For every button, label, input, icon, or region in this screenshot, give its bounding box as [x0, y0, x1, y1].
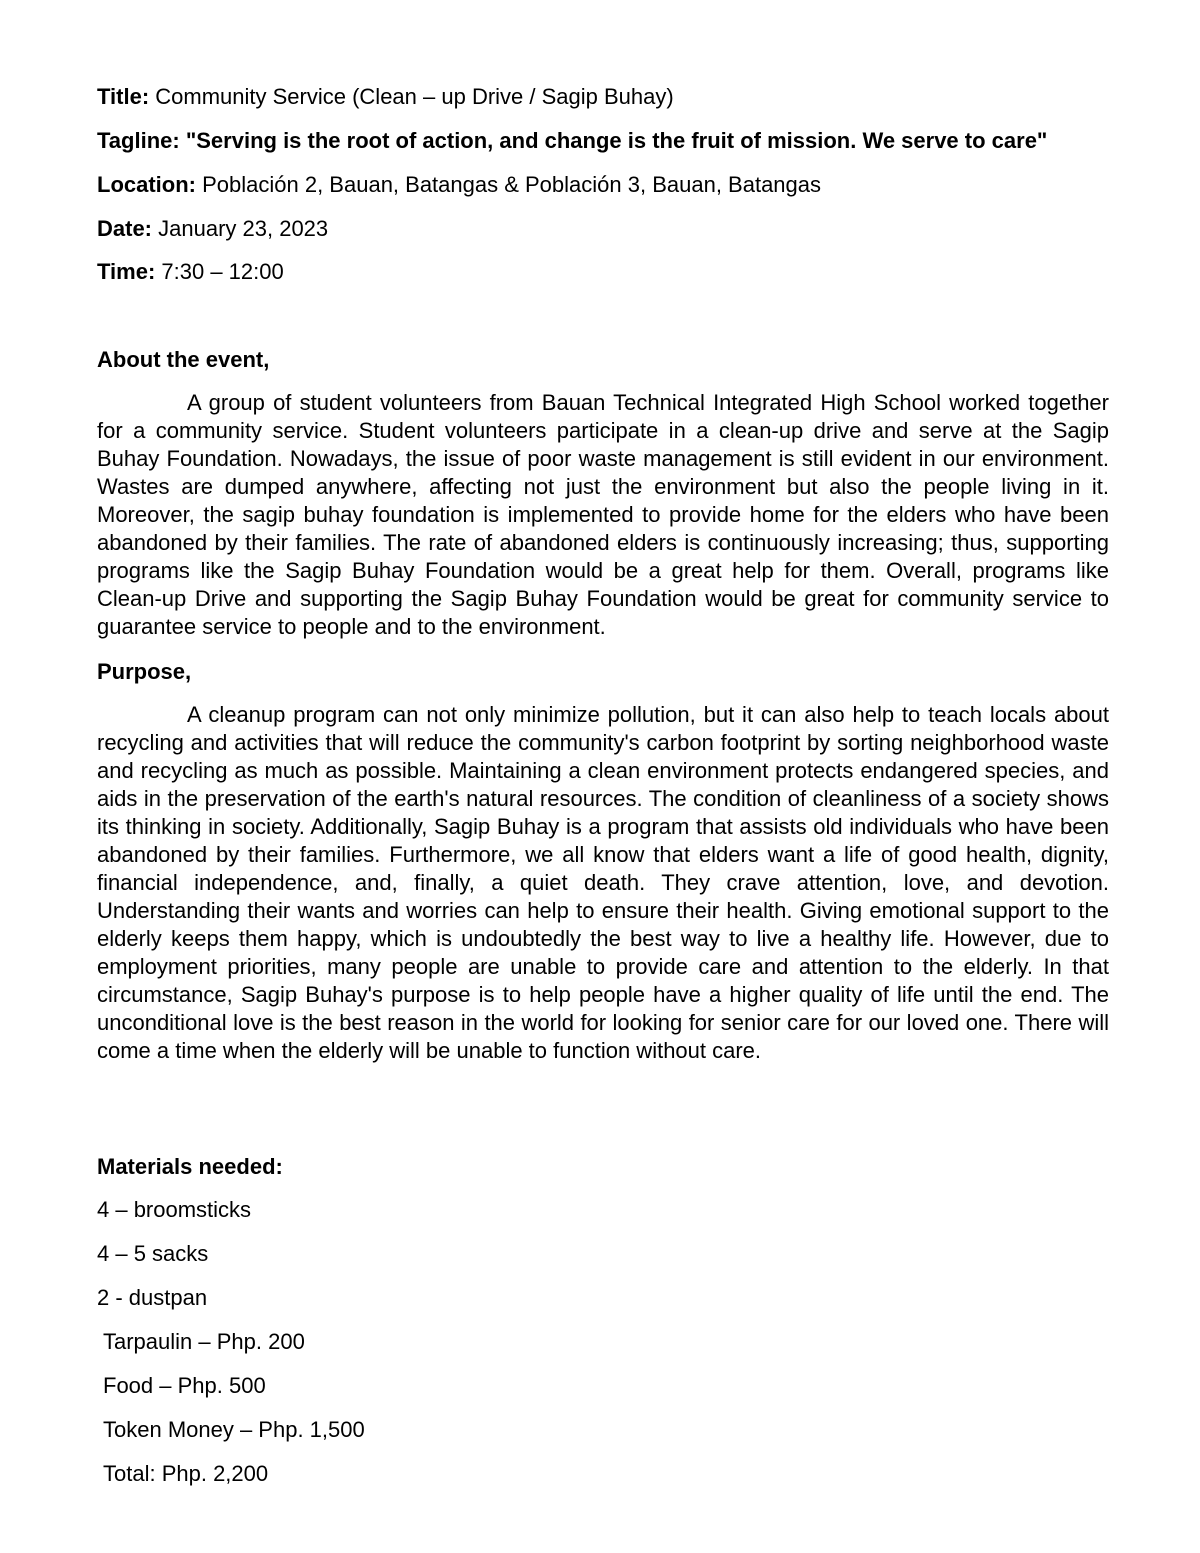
time-value: 7:30 – 12:00: [155, 259, 284, 284]
title-label: Title:: [97, 84, 150, 109]
about-paragraph: A group of student volunteers from Bauan Technical Integrated High School worked together for a community service. Student volunteers participate in a clean-up drive and serve at the Sagip Buhay Foundation. Nowadays, the issue of poor waste management is still evident in our environment. Wastes are dumped anywhere, affecting not just the environment but also the people living in it. Moreover, the sagip buhay foundation is implemented to provide home for the elders who have been abandoned by their families. The rate of abandoned elders is continuously increasing; thus, supporting programs like the Sagip Buhay Foundation would be a great help for them. Overall, programs like Clean-up Drive and supporting the Sagip Buhay Foundation would be great for community service to guarantee service to people and to the environment.: [97, 390, 1109, 639]
title-line: [97, 83, 674, 111]
material-total: Total: Php. 2,200: [103, 1461, 269, 1486]
material-item: 4 – broomsticks: [97, 1197, 252, 1222]
material-item: Token Money – Php. 1,500: [103, 1417, 365, 1442]
location-line: [97, 171, 821, 199]
material-item: 2 - dustpan: [97, 1285, 208, 1310]
location-label: Location:: [97, 172, 196, 197]
date-line: [97, 215, 328, 243]
purpose-paragraph: A cleanup program can not only minimize pollution, but it can also help to teach locals about recycling and activities that will reduce the community's carbon footprint by sorting neighborhood waste and recycling as much as possible. Maintaining a clean environment protects endangered species, and aids in the preservation of the earth's natural resources. The condition of cleanliness of a society shows its thinking in society. Additionally, Sagip Buhay is a program that assists old individuals who have been abandoned by their families. Furthermore, we all know that elders want a life of good health, dignity, financial independence, and, finally, a quiet death. They crave attention, love, and devotion. Understanding their wants and worries can help to ensure their health. Giving emotional support to the elderly keeps them happy, which is undoubtedly the best way to live a healthy life. However, due to employment priorities, many people are unable to provide care and attention to the elderly. In that circumstance, Sagip Buhay's purpose is to help people have a higher quality of life until the end. The unconditional love is the best reason in the world for looking for senior care for our loved one. There will come a time when the elderly will be unable to function without care.: [97, 702, 1109, 1063]
about-heading: About the event,: [97, 347, 270, 372]
materials-list: [97, 1196, 365, 1504]
materials-heading: Materials needed:: [97, 1154, 283, 1179]
material-item: Tarpaulin – Php. 200: [103, 1329, 305, 1354]
date-value: January 23, 2023: [152, 216, 329, 241]
location-value: Población 2, Bauan, Batangas & Población 3, Bauan, Batangas: [196, 172, 822, 197]
time-line: [97, 258, 284, 286]
tagline-line: [97, 127, 1047, 155]
material-item: Food – Php. 500: [103, 1373, 266, 1398]
material-item: 4 – 5 sacks: [97, 1241, 209, 1266]
tagline-label: Tagline:: [97, 128, 180, 153]
date-label: Date:: [97, 216, 153, 241]
time-label: Time:: [97, 259, 156, 284]
purpose-heading: Purpose,: [97, 659, 192, 684]
tagline-value: "Serving is the root of action, and change is the fruit of mission. We serve to care": [179, 128, 1048, 153]
title-value: Community Service (Clean – up Drive / Sagip Buhay): [149, 84, 674, 109]
